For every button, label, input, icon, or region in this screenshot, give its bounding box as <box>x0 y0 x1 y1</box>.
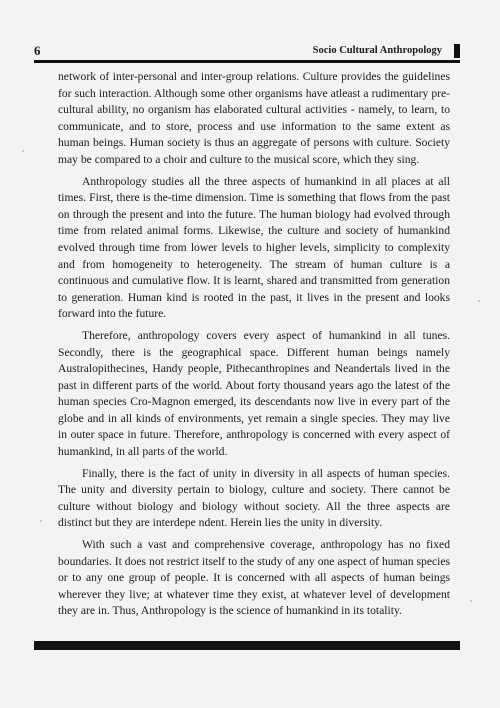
body-text <box>58 69 450 625</box>
paragraph-3: Therefore, anthropology covers every aspect of humankind in all tunes. Secondly, there is the geographical space. Different human beings namely Australopithecines, Handy people, Pithecanthropines and Neandertals lived in the past in different parts of the world. About forty thousand years ago the latest of the human species Cro-Magnon emerged, its descendants now live in every part of the globe and in all kinds of environments, yet remain a single species. They may live in outer space in future. Therefore, anthropology is concerned with every aspect of humankind, in all parts of the world. <box>58 328 450 459</box>
paragraph-2: Anthropology studies all the three aspects of humankind in all places at all times. First, there is the-time dimension. Time is something that flows from the past on through the present and into the future. The human biology had evolved through time from related animal forms. Likewise, the culture and society of humankind evolved through time from lower levels to higher levels, simplicity to complexity and from homogeneity to heterogeneity. The stream of human culture is a continuous and cumulative flow. It is learnt, shared and transmitted from generation to generation. Human kind is rooted in the past, it lives in the present and looks forward into the future. <box>58 174 450 321</box>
scan-speck <box>478 300 480 302</box>
scan-speck <box>22 150 24 152</box>
running-title: Socio Cultural Anthropology <box>312 45 442 56</box>
scan-speck <box>470 600 472 602</box>
page-header <box>34 44 460 58</box>
paragraph-5: With such a vast and comprehensive coverage, anthropology has no fixed boundaries. It does not restrict itself to the study of any one aspect of human species or to any one group of people. It is concerned with all aspects of human beings wherever they live; at whatever time they exist, at whatever level of development they are in. Thus, Anthropology is the science of humankind in its totality. <box>58 538 450 618</box>
paragraph-1: network of inter-personal and inter-group relations. Culture provides the guidelines for such interaction. Although some other organisms have atleast a rudimentary pre-cultural ability, no organism has elaborated cultural activities - namely, to learn, to communicate, and to store, process and use information to the same extent as human beings. Human society is thus an aggregate of persons with culture. Society may be compared to a choir and culture to the musical score, which they sing. <box>58 70 450 166</box>
footer-rule <box>34 641 460 650</box>
header-rule <box>34 60 460 63</box>
header-marker-block <box>454 44 460 58</box>
paragraph-4: Finally, there is the fact of unity in diversity in all aspects of human species. The unity and diversity pertain to biology, culture and society. There cannot be culture without biology and biology without society. All the three aspects are distinct but they are interdepe ndent. Herein lies the unity in diversity. <box>58 466 450 530</box>
page-number: 6 <box>34 43 41 58</box>
scan-speck <box>40 520 42 522</box>
